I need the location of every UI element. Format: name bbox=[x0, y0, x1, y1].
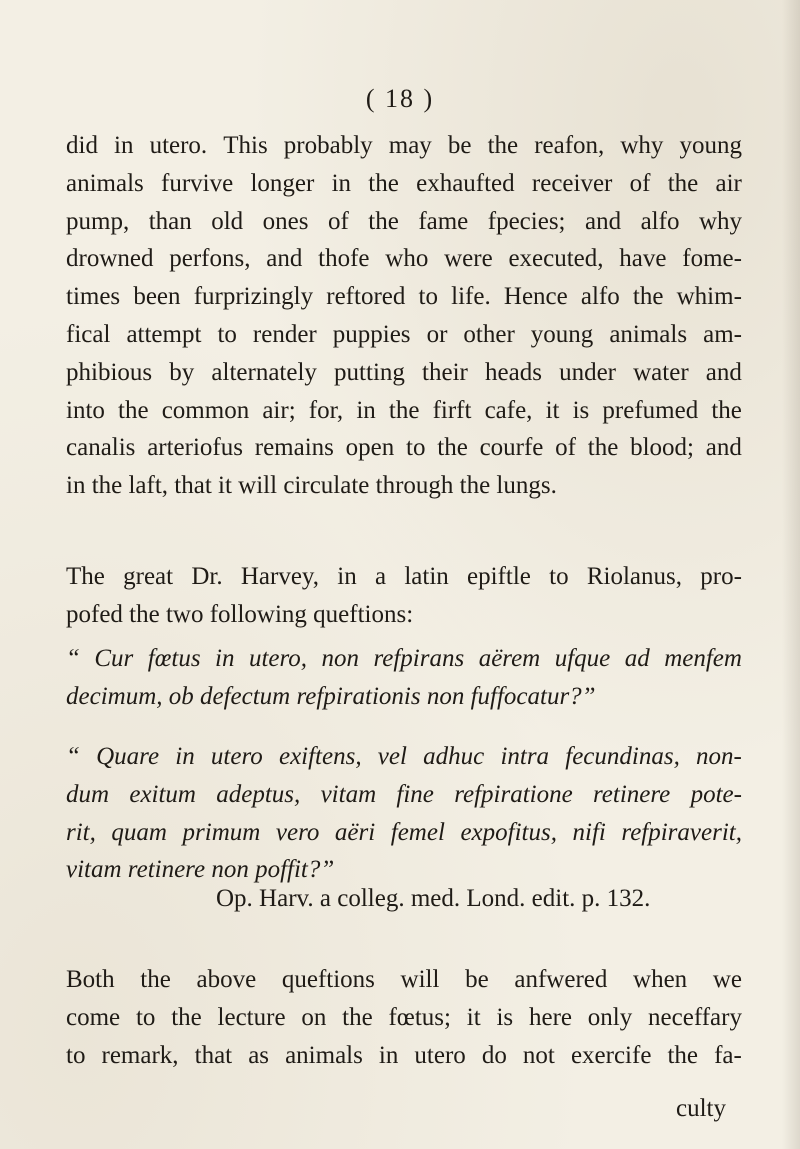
word: in bbox=[356, 396, 376, 424]
word: ufque bbox=[554, 645, 611, 672]
word: latin bbox=[404, 563, 449, 590]
word: fecundinas, bbox=[565, 743, 680, 770]
text-line bbox=[66, 961, 742, 999]
word: remains bbox=[254, 434, 334, 462]
text-line bbox=[66, 999, 742, 1037]
word: menfem bbox=[664, 645, 742, 672]
word: refpirans bbox=[373, 645, 465, 672]
latin-quote-1 bbox=[66, 640, 742, 716]
word: to bbox=[217, 320, 237, 348]
citation: Op. Harv. a colleg. med. Lond. edit. p. 132. bbox=[216, 885, 651, 912]
word: other bbox=[463, 320, 515, 348]
word: than bbox=[148, 207, 192, 235]
word: fame bbox=[418, 207, 469, 235]
word: in bbox=[331, 169, 352, 197]
word: why bbox=[698, 207, 742, 235]
word: fine bbox=[396, 780, 434, 808]
word: Both bbox=[66, 966, 115, 993]
word: that bbox=[194, 1041, 233, 1069]
word: old bbox=[211, 207, 244, 235]
word: the bbox=[368, 169, 399, 197]
word: alternately bbox=[211, 358, 317, 386]
word: to bbox=[549, 563, 569, 590]
word: in bbox=[175, 743, 195, 770]
word: come bbox=[66, 1003, 121, 1031]
word: intra bbox=[500, 743, 550, 770]
word: great bbox=[123, 563, 174, 590]
word: “ bbox=[66, 743, 80, 770]
word: the bbox=[342, 1003, 373, 1031]
word: the bbox=[587, 434, 619, 462]
word: attempt bbox=[126, 320, 202, 348]
paragraph-1 bbox=[66, 127, 742, 505]
text-line bbox=[66, 429, 742, 467]
word: not bbox=[522, 1041, 555, 1069]
word: exiftens, bbox=[278, 743, 362, 770]
word: ones bbox=[262, 207, 309, 235]
word: or bbox=[426, 320, 448, 348]
word: receiver bbox=[531, 169, 613, 197]
word: drowned bbox=[66, 245, 154, 273]
word: This bbox=[223, 132, 268, 159]
word: arteriofus bbox=[147, 434, 243, 462]
word: lecture bbox=[217, 1003, 286, 1031]
word: puppies bbox=[332, 320, 411, 348]
word: vitam bbox=[320, 780, 377, 808]
word: adeptus, bbox=[216, 780, 301, 808]
word: by bbox=[169, 358, 195, 386]
word: and bbox=[584, 207, 622, 235]
text-line bbox=[66, 354, 742, 392]
word: the bbox=[118, 396, 149, 424]
word: putting bbox=[334, 358, 405, 386]
text-line bbox=[66, 278, 742, 316]
word: exhaufted bbox=[416, 169, 515, 197]
word: quam bbox=[111, 818, 167, 846]
word: utero. bbox=[149, 132, 208, 159]
word: anfwered bbox=[514, 966, 608, 993]
page-edge-shadow bbox=[782, 0, 800, 1149]
word: above bbox=[196, 966, 257, 993]
word: fa- bbox=[714, 1041, 742, 1069]
word: common bbox=[161, 396, 250, 424]
word: into bbox=[66, 396, 105, 424]
word: to bbox=[418, 283, 438, 311]
word: young bbox=[679, 132, 742, 159]
word: why bbox=[620, 132, 664, 159]
quote-line bbox=[66, 814, 742, 852]
word: animals bbox=[609, 320, 688, 348]
word: queftions bbox=[281, 966, 375, 993]
word: femel bbox=[390, 818, 445, 846]
word: under bbox=[559, 358, 616, 386]
word: may bbox=[388, 132, 432, 159]
word: courfe bbox=[479, 434, 544, 462]
word: phibious bbox=[66, 358, 153, 386]
text-line bbox=[66, 316, 742, 354]
word: is bbox=[572, 396, 590, 424]
word: a bbox=[375, 563, 387, 590]
text-line bbox=[66, 165, 742, 203]
word: non- bbox=[696, 743, 742, 770]
word: and bbox=[266, 245, 303, 273]
word: whim- bbox=[676, 283, 742, 311]
word: dum bbox=[66, 780, 110, 808]
quote-line: vitam retinere non poffit?” bbox=[66, 856, 335, 884]
text-line bbox=[66, 203, 742, 241]
word: the bbox=[632, 283, 664, 311]
word: vero bbox=[275, 818, 320, 846]
word: the bbox=[140, 966, 171, 993]
word: reftored bbox=[326, 283, 406, 311]
word: aërem bbox=[478, 645, 541, 672]
word: longer bbox=[250, 169, 315, 197]
word: animals bbox=[66, 169, 144, 197]
quote-line bbox=[66, 738, 742, 776]
word: and bbox=[705, 358, 742, 386]
word: remark, bbox=[101, 1041, 179, 1069]
word: pro- bbox=[700, 563, 742, 590]
word: be bbox=[447, 132, 472, 159]
word: canalis bbox=[66, 434, 136, 462]
word: to bbox=[135, 1003, 156, 1031]
word: air; bbox=[262, 396, 296, 424]
word: were bbox=[444, 245, 493, 273]
word: the bbox=[437, 434, 468, 462]
word: on bbox=[301, 1003, 327, 1031]
word: adhuc bbox=[423, 743, 485, 770]
word: exercife bbox=[570, 1041, 652, 1069]
quote-line bbox=[66, 640, 742, 678]
word: been bbox=[133, 283, 181, 311]
catchword: culty bbox=[676, 1095, 726, 1122]
word: The bbox=[66, 563, 105, 590]
text-line bbox=[66, 558, 742, 596]
word: fœtus bbox=[147, 645, 201, 672]
word: did bbox=[66, 132, 98, 159]
text-line bbox=[66, 1037, 742, 1075]
word: exitum bbox=[129, 780, 196, 808]
word: the bbox=[388, 396, 420, 424]
word: animals bbox=[285, 1041, 363, 1069]
word: of bbox=[327, 207, 349, 235]
word: fical bbox=[66, 320, 111, 348]
word: the bbox=[667, 169, 699, 197]
word: rit, bbox=[66, 818, 96, 846]
word: vel bbox=[377, 743, 407, 770]
word: the bbox=[171, 1003, 202, 1031]
word: will bbox=[400, 966, 440, 993]
word: of bbox=[555, 434, 576, 462]
word: to bbox=[406, 434, 426, 462]
word: fome- bbox=[682, 245, 742, 273]
word: young bbox=[530, 320, 594, 348]
text-line bbox=[66, 240, 742, 278]
word: Hence bbox=[503, 283, 568, 311]
word: retinere bbox=[592, 780, 671, 808]
word: their bbox=[422, 358, 468, 386]
word: Quare bbox=[96, 743, 160, 770]
latin-quote-2 bbox=[66, 738, 742, 889]
word: of bbox=[629, 169, 651, 197]
word: as bbox=[248, 1041, 270, 1069]
word: prefumed bbox=[602, 396, 699, 424]
word: it bbox=[466, 1003, 481, 1031]
word: pump, bbox=[66, 207, 130, 235]
word: heads bbox=[485, 358, 542, 386]
word: utero bbox=[414, 1041, 466, 1069]
word: do bbox=[481, 1041, 507, 1069]
word: reafon, bbox=[534, 132, 605, 159]
word: the bbox=[368, 207, 399, 235]
page-number: ( 18 ) bbox=[365, 84, 435, 113]
paragraph-2 bbox=[66, 558, 742, 634]
quote-line bbox=[66, 776, 742, 814]
word: utero bbox=[210, 743, 263, 770]
word: executed, bbox=[508, 245, 604, 273]
word: open bbox=[345, 434, 395, 462]
word: to bbox=[66, 1041, 86, 1069]
word: in bbox=[337, 563, 357, 590]
word: pote- bbox=[690, 780, 742, 808]
word: utero, bbox=[248, 645, 308, 672]
word: furvive bbox=[161, 169, 234, 197]
word: neceffary bbox=[648, 1003, 742, 1031]
word: is bbox=[496, 1003, 514, 1031]
word: and bbox=[705, 434, 742, 462]
word: probably bbox=[283, 132, 373, 159]
word: fpecies; bbox=[487, 207, 566, 235]
word: for, bbox=[308, 396, 344, 424]
word: who bbox=[385, 245, 429, 273]
word: primum bbox=[182, 818, 261, 846]
word: here bbox=[528, 1003, 572, 1031]
word: in bbox=[215, 645, 235, 672]
word: fœtus; bbox=[388, 1003, 451, 1031]
word: it bbox=[545, 396, 560, 424]
word: times bbox=[66, 283, 121, 311]
word: Harvey, bbox=[240, 563, 320, 590]
paragraph-3 bbox=[66, 961, 742, 1074]
word: aëri bbox=[334, 818, 376, 846]
word: water bbox=[633, 358, 689, 386]
word: perfons, bbox=[169, 245, 251, 273]
word: in bbox=[378, 1041, 399, 1069]
word: thofe bbox=[318, 245, 370, 273]
word: Cur bbox=[94, 645, 134, 672]
word: “ bbox=[66, 645, 80, 672]
word: nifi bbox=[572, 818, 606, 846]
word: have bbox=[619, 245, 667, 273]
word: air bbox=[715, 169, 742, 197]
word: refpiraverit, bbox=[621, 818, 742, 846]
word: the bbox=[711, 396, 742, 424]
word: firft bbox=[432, 396, 472, 424]
word: alfo bbox=[580, 283, 620, 311]
word: Riolanus, bbox=[586, 563, 683, 590]
word: blood; bbox=[630, 434, 694, 462]
word: epiftle bbox=[467, 563, 531, 590]
word: be bbox=[465, 966, 489, 993]
word: refpiratione bbox=[454, 780, 573, 808]
word: furprizingly bbox=[193, 283, 314, 311]
text-line: in the laft, that it will circulate through the lungs. bbox=[66, 472, 557, 500]
word: life. bbox=[451, 283, 491, 311]
quote-line: decimum, ob defectum refpirationis non fuffocatur?” bbox=[66, 682, 596, 710]
word: in bbox=[114, 132, 134, 159]
word: cafe, bbox=[484, 396, 533, 424]
word: when bbox=[633, 966, 688, 993]
text-line bbox=[66, 127, 742, 165]
word: only bbox=[587, 1003, 633, 1031]
word: the bbox=[487, 132, 519, 159]
word: non bbox=[321, 645, 359, 672]
word: am- bbox=[703, 320, 742, 348]
word: alfo bbox=[640, 207, 680, 235]
word: we bbox=[712, 966, 742, 993]
text-line bbox=[66, 392, 742, 430]
word: expofitus, bbox=[460, 818, 557, 846]
text-line: pofed the two following queftions: bbox=[66, 600, 414, 628]
word: ad bbox=[624, 645, 650, 672]
word: render bbox=[252, 320, 317, 348]
word: Dr. bbox=[191, 563, 223, 590]
word: the bbox=[667, 1041, 699, 1069]
